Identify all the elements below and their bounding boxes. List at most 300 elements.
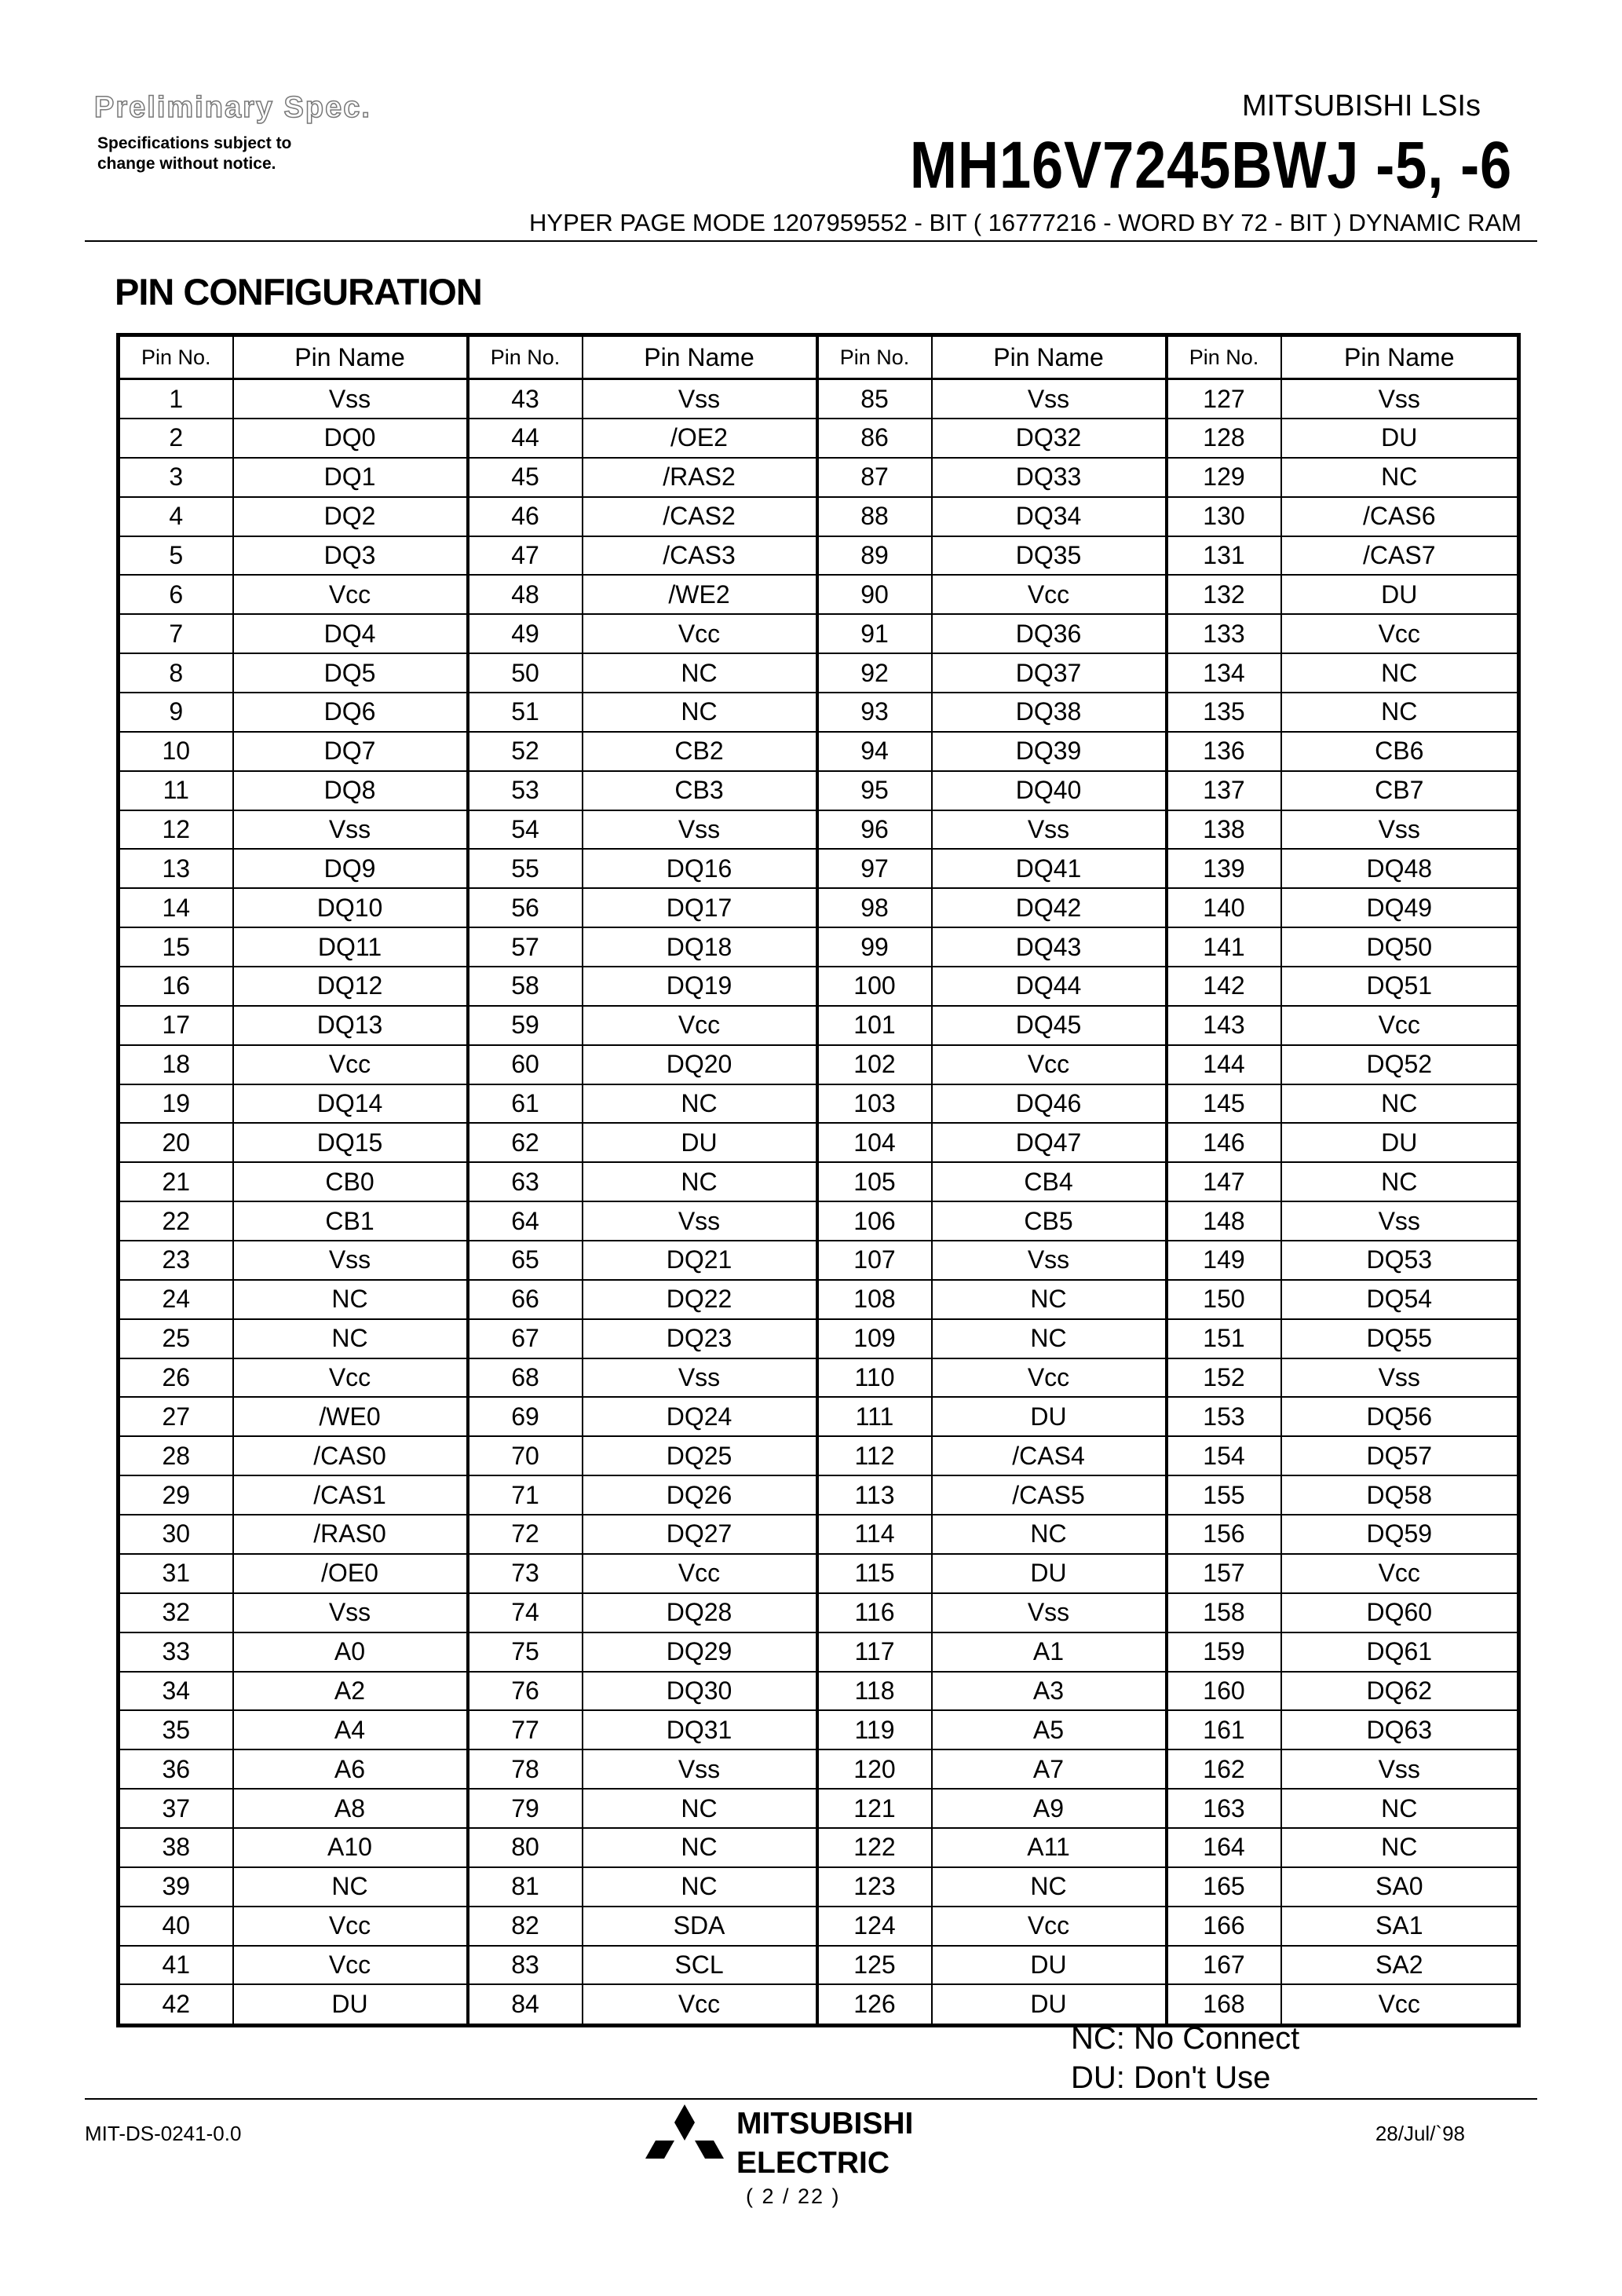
pin-name-cell: DQ18 [583,927,817,967]
pin-number-cell: 168 [1167,1984,1281,2025]
subject-note-line-2: change without notice. [97,155,276,173]
pin-number-cell: 155 [1167,1475,1281,1515]
pin-number-cell: 56 [468,888,583,927]
pin-name-cell: /CAS3 [583,536,817,576]
header-divider [85,240,1537,242]
pin-number-cell: 101 [817,1006,932,1045]
pin-number-cell: 82 [468,1907,583,1946]
column-header-pin-name: Pin Name [583,335,817,379]
pin-number-cell: 70 [468,1436,583,1475]
pin-number-cell: 146 [1167,1123,1281,1162]
pin-name-cell: NC [583,1867,817,1907]
pin-name-cell: DQ35 [932,536,1167,576]
pin-number-cell: 75 [468,1632,583,1672]
pin-name-cell: DQ40 [932,771,1167,810]
pin-number-cell: 91 [817,614,932,653]
brand-line-2: ELECTRIC [736,2146,890,2180]
pin-number-cell: 144 [1167,1045,1281,1084]
pin-number-cell: 152 [1167,1358,1281,1398]
table-row [119,419,1519,458]
pin-number-cell: 3 [119,458,233,497]
pin-number-cell: 132 [1167,575,1281,614]
pin-name-cell: DU [932,1554,1167,1593]
pin-number-cell: 140 [1167,888,1281,927]
pin-name-cell: DU [932,1984,1167,2025]
pin-name-cell: Vss [932,1241,1167,1280]
pin-name-cell: DQ57 [1281,1436,1519,1475]
pin-name-cell: DQ15 [233,1123,468,1162]
pin-number-cell: 85 [817,379,932,419]
pin-number-cell: 126 [817,1984,932,2025]
pin-name-cell: Vcc [1281,1006,1519,1045]
pin-name-cell: Vcc [932,1907,1167,1946]
pin-name-cell: DQ33 [932,458,1167,497]
pin-name-cell: SA1 [1281,1907,1519,1946]
pin-number-cell: 10 [119,732,233,771]
pin-number-cell: 95 [817,771,932,810]
pin-name-cell: Vss [583,1201,817,1241]
pin-number-cell: 112 [817,1436,932,1475]
pin-number-cell: 145 [1167,1084,1281,1124]
pin-name-cell: DQ9 [233,849,468,888]
subject-note-line-1: Specifications subject to [97,134,292,152]
table-row [119,614,1519,653]
pin-number-cell: 96 [817,810,932,850]
pin-number-cell: 13 [119,849,233,888]
pin-number-cell: 151 [1167,1319,1281,1358]
pin-number-cell: 33 [119,1632,233,1672]
table-row [119,1672,1519,1711]
pin-name-cell: Vss [583,1358,817,1398]
pin-name-cell: DQ48 [1281,849,1519,888]
pin-name-cell: NC [1281,458,1519,497]
pin-number-cell: 32 [119,1593,233,1632]
pin-name-cell: Vcc [233,575,468,614]
pin-name-cell: Vcc [1281,1554,1519,1593]
pin-name-cell: DU [1281,575,1519,614]
pin-number-cell: 2 [119,419,233,458]
pin-number-cell: 9 [119,693,233,732]
pin-number-cell: 67 [468,1319,583,1358]
pin-number-cell: 107 [817,1241,932,1280]
pin-number-cell: 15 [119,927,233,967]
page-number: ( 2 / 22 ) [746,2184,841,2208]
pin-name-cell: Vcc [1281,614,1519,653]
table-row [119,1397,1519,1436]
document-id: MIT-DS-0241-0.0 [85,2122,242,2145]
pin-number-cell: 119 [817,1710,932,1749]
pin-number-cell: 47 [468,536,583,576]
pin-name-cell: NC [932,1515,1167,1554]
pin-number-cell: 43 [468,379,583,419]
pin-name-cell: DQ59 [1281,1515,1519,1554]
pin-name-cell: NC [233,1867,468,1907]
pin-name-cell: Vss [233,379,468,419]
pin-name-cell: Vss [583,379,817,419]
pin-name-cell: /RAS2 [583,458,817,497]
pin-name-cell: A9 [932,1789,1167,1828]
pin-number-cell: 158 [1167,1593,1281,1632]
pin-name-cell: A10 [233,1828,468,1867]
pin-number-cell: 5 [119,536,233,576]
pin-name-cell: DQ34 [932,497,1167,536]
pin-number-cell: 80 [468,1828,583,1867]
pin-number-cell: 8 [119,653,233,693]
table-row [119,1241,1519,1280]
table-row [119,1710,1519,1749]
pin-number-cell: 28 [119,1436,233,1475]
pin-number-cell: 21 [119,1162,233,1201]
pin-number-cell: 39 [119,1867,233,1907]
pin-name-cell: Vcc [583,614,817,653]
brand-line-1: MITSUBISHI [736,2107,914,2141]
pin-name-cell: NC [583,1084,817,1124]
pin-number-cell: 14 [119,888,233,927]
pin-name-cell: A0 [233,1632,468,1672]
pin-number-cell: 149 [1167,1241,1281,1280]
pin-name-cell: Vss [932,379,1167,419]
pin-name-cell: CB6 [1281,732,1519,771]
pin-number-cell: 79 [468,1789,583,1828]
pin-name-cell: CB3 [583,771,817,810]
table-row [119,1358,1519,1398]
pin-number-cell: 103 [817,1084,932,1124]
table-row [119,1828,1519,1867]
pin-name-cell: A2 [233,1672,468,1711]
table-row [119,1123,1519,1162]
pin-name-cell: DQ6 [233,693,468,732]
pin-number-cell: 78 [468,1749,583,1789]
pin-number-cell: 18 [119,1045,233,1084]
pin-number-cell: 26 [119,1358,233,1398]
footer-divider [85,2098,1537,2100]
pin-number-cell: 61 [468,1084,583,1124]
table-row [119,1006,1519,1045]
pin-number-cell: 98 [817,888,932,927]
pin-name-cell: Vcc [932,575,1167,614]
pin-name-cell: DQ24 [583,1397,817,1436]
pin-name-cell: DQ49 [1281,888,1519,927]
pin-number-cell: 64 [468,1201,583,1241]
pin-name-cell: DQ16 [583,849,817,888]
table-row [119,1593,1519,1632]
pin-number-cell: 17 [119,1006,233,1045]
table-row [119,810,1519,850]
pin-name-cell: NC [1281,693,1519,732]
table-row [119,653,1519,693]
pin-number-cell: 45 [468,458,583,497]
pin-name-cell: CB1 [233,1201,468,1241]
table-row [119,1475,1519,1515]
pin-number-cell: 135 [1167,693,1281,732]
pin-name-cell: DQ30 [583,1672,817,1711]
pin-name-cell: /CAS2 [583,497,817,536]
table-row [119,1162,1519,1201]
pin-number-cell: 59 [468,1006,583,1045]
pin-name-cell: DQ13 [233,1006,468,1045]
pin-name-cell: /RAS0 [233,1515,468,1554]
pin-number-cell: 52 [468,732,583,771]
pin-number-cell: 42 [119,1984,233,2025]
table-row [119,1045,1519,1084]
table-row [119,1084,1519,1124]
table-row [119,1789,1519,1828]
pin-name-cell: DQ44 [932,967,1167,1006]
pin-name-cell: /CAS7 [1281,536,1519,576]
pin-name-cell: DQ25 [583,1436,817,1475]
pin-number-cell: 29 [119,1475,233,1515]
pin-name-cell: DQ19 [583,967,817,1006]
table-row [119,1201,1519,1241]
pin-name-cell: /CAS0 [233,1436,468,1475]
pin-name-cell: DQ11 [233,927,468,967]
preliminary-spec-label: Preliminary Spec. [94,91,371,124]
pin-name-cell: DQ46 [932,1084,1167,1124]
table-row [119,693,1519,732]
pin-name-cell: Vss [233,1593,468,1632]
pin-number-cell: 50 [468,653,583,693]
table-row [119,1867,1519,1907]
column-header-pin-name: Pin Name [1281,335,1519,379]
table-row [119,732,1519,771]
pin-name-cell: DQ58 [1281,1475,1519,1515]
pin-name-cell: Vcc [583,1554,817,1593]
pin-number-cell: 167 [1167,1946,1281,1985]
pin-name-cell: CB4 [932,1162,1167,1201]
pin-name-cell: DQ29 [583,1632,817,1672]
pin-name-cell: Vss [233,1241,468,1280]
pin-number-cell: 93 [817,693,932,732]
mitsubishi-logo-icon [645,2104,724,2177]
pin-number-cell: 20 [119,1123,233,1162]
pin-number-cell: 12 [119,810,233,850]
pin-number-cell: 53 [468,771,583,810]
pin-name-cell: A7 [932,1749,1167,1789]
pin-name-cell: DQ39 [932,732,1167,771]
pin-number-cell: 57 [468,927,583,967]
pin-name-cell: Vss [583,1749,817,1789]
subject-to-change-note [97,133,291,174]
pin-number-cell: 129 [1167,458,1281,497]
pin-number-cell: 25 [119,1319,233,1358]
pin-number-cell: 66 [468,1280,583,1319]
pin-name-cell: DQ53 [1281,1241,1519,1280]
pin-name-cell: Vss [932,810,1167,850]
pin-number-cell: 136 [1167,732,1281,771]
pin-name-cell: NC [583,653,817,693]
table-row [119,1749,1519,1789]
pin-number-cell: 131 [1167,536,1281,576]
pin-number-cell: 156 [1167,1515,1281,1554]
pin-number-cell: 142 [1167,967,1281,1006]
pin-name-cell: DQ38 [932,693,1167,732]
pin-number-cell: 99 [817,927,932,967]
pin-number-cell: 153 [1167,1397,1281,1436]
pin-number-cell: 113 [817,1475,932,1515]
pin-name-cell: DQ10 [233,888,468,927]
pin-name-cell: DU [583,1123,817,1162]
pin-number-cell: 109 [817,1319,932,1358]
pin-number-cell: 76 [468,1672,583,1711]
pin-number-cell: 102 [817,1045,932,1084]
pin-number-cell: 54 [468,810,583,850]
pin-name-cell: DQ61 [1281,1632,1519,1672]
legend-du: DU: Don't Use [1071,2060,1271,2095]
pin-number-cell: 121 [817,1789,932,1828]
pin-name-cell: Vss [932,1593,1167,1632]
table-row [119,575,1519,614]
pin-name-cell: NC [1281,1084,1519,1124]
pin-number-cell: 40 [119,1907,233,1946]
pin-name-cell: DQ50 [1281,927,1519,967]
pin-number-cell: 71 [468,1475,583,1515]
pin-number-cell: 97 [817,849,932,888]
pin-number-cell: 150 [1167,1280,1281,1319]
pin-number-cell: 128 [1167,419,1281,458]
pin-name-cell: DQ26 [583,1475,817,1515]
table-row [119,1632,1519,1672]
pin-name-cell: Vcc [233,1907,468,1946]
pin-number-cell: 36 [119,1749,233,1789]
device-description: HYPER PAGE MODE 1207959552 - BIT ( 16777216 - WORD BY 72 - BIT ) DYNAMIC RAM [529,209,1522,236]
pin-name-cell: DQ2 [233,497,468,536]
pin-name-cell: Vcc [932,1358,1167,1398]
pin-name-cell: DQ55 [1281,1319,1519,1358]
pin-name-cell: DQ12 [233,967,468,1006]
pin-name-cell: /CAS1 [233,1475,468,1515]
column-header-pin-name: Pin Name [233,335,468,379]
pin-number-cell: 30 [119,1515,233,1554]
pin-name-cell: CB2 [583,732,817,771]
pin-name-cell: DU [932,1946,1167,1985]
pin-number-cell: 7 [119,614,233,653]
pin-number-cell: 38 [119,1828,233,1867]
pin-name-cell: DQ4 [233,614,468,653]
pin-name-cell: DU [1281,1123,1519,1162]
manufacturer-label: MITSUBISHI LSIs [1241,90,1481,122]
pin-number-cell: 157 [1167,1554,1281,1593]
pin-name-cell: Vss [1281,379,1519,419]
pin-number-cell: 77 [468,1710,583,1749]
table-row [119,1319,1519,1358]
legend-nc: NC: No Connect [1071,2021,1300,2056]
pin-name-cell: A11 [932,1828,1167,1867]
pin-name-cell: DQ47 [932,1123,1167,1162]
section-title: PIN CONFIGURATION [115,271,482,313]
pin-number-cell: 137 [1167,771,1281,810]
pin-name-cell: DQ22 [583,1280,817,1319]
pin-name-cell: Vcc [1281,1984,1519,2025]
table-row [119,458,1519,497]
pin-name-cell: A5 [932,1710,1167,1749]
pin-name-cell: A8 [233,1789,468,1828]
pin-name-cell: DQ63 [1281,1710,1519,1749]
pin-name-cell: DQ20 [583,1045,817,1084]
pin-name-cell: NC [1281,1828,1519,1867]
pin-number-cell: 104 [817,1123,932,1162]
pin-number-cell: 162 [1167,1749,1281,1789]
pin-name-cell: DQ36 [932,614,1167,653]
pin-name-cell: DQ56 [1281,1397,1519,1436]
pin-name-cell: DQ32 [932,419,1167,458]
pin-name-cell: NC [583,1162,817,1201]
pin-number-cell: 51 [468,693,583,732]
pin-name-cell: Vcc [583,1984,817,2025]
pin-name-cell: /CAS4 [932,1436,1167,1475]
pin-number-cell: 4 [119,497,233,536]
pin-number-cell: 106 [817,1201,932,1241]
pin-number-cell: 65 [468,1241,583,1280]
pin-number-cell: 24 [119,1280,233,1319]
pin-name-cell: DQ8 [233,771,468,810]
pin-number-cell: 58 [468,967,583,1006]
pin-name-cell: Vss [233,810,468,850]
pin-number-cell: 165 [1167,1867,1281,1907]
pin-name-cell: SA2 [1281,1946,1519,1985]
pin-number-cell: 55 [468,849,583,888]
pin-number-cell: 88 [817,497,932,536]
pin-name-cell: Vss [1281,1358,1519,1398]
pin-name-cell: Vss [583,810,817,850]
pin-number-cell: 73 [468,1554,583,1593]
pin-number-cell: 89 [817,536,932,576]
pin-name-cell: /OE0 [233,1554,468,1593]
table-row [119,1554,1519,1593]
pin-number-cell: 72 [468,1515,583,1554]
pin-number-cell: 105 [817,1162,932,1201]
pin-name-cell: NC [1281,1789,1519,1828]
pin-number-cell: 116 [817,1593,932,1632]
column-header-pin-no: Pin No. [1167,335,1281,379]
column-header-pin-no: Pin No. [468,335,583,379]
pin-number-cell: 147 [1167,1162,1281,1201]
pin-name-cell: DQ3 [233,536,468,576]
pin-name-cell: DQ28 [583,1593,817,1632]
pin-number-cell: 46 [468,497,583,536]
pin-number-cell: 90 [817,575,932,614]
pin-name-cell: DQ42 [932,888,1167,927]
pin-name-cell: /WE0 [233,1397,468,1436]
pin-name-cell: Vss [1281,1201,1519,1241]
pin-name-cell: /WE2 [583,575,817,614]
pin-name-cell: DQ54 [1281,1280,1519,1319]
pin-name-cell: DQ23 [583,1319,817,1358]
pin-name-cell: DQ17 [583,888,817,927]
pin-name-cell: DQ7 [233,732,468,771]
pin-number-cell: 123 [817,1867,932,1907]
pin-number-cell: 115 [817,1554,932,1593]
pin-name-cell: DQ41 [932,849,1167,888]
table-row [119,497,1519,536]
pin-name-cell: DQ52 [1281,1045,1519,1084]
pin-number-cell: 122 [817,1828,932,1867]
pin-name-cell: DQ37 [932,653,1167,693]
pin-number-cell: 48 [468,575,583,614]
pin-number-cell: 159 [1167,1632,1281,1672]
pin-number-cell: 92 [817,653,932,693]
pin-number-cell: 44 [468,419,583,458]
pin-name-cell: A6 [233,1749,468,1789]
pin-name-cell: DU [932,1397,1167,1436]
pin-name-cell: NC [932,1280,1167,1319]
pin-name-cell: NC [233,1319,468,1358]
pin-name-cell: DQ21 [583,1241,817,1280]
pin-name-cell: NC [932,1867,1167,1907]
pin-name-cell: SDA [583,1907,817,1946]
pin-name-cell: DQ5 [233,653,468,693]
pin-number-cell: 143 [1167,1006,1281,1045]
pin-number-cell: 62 [468,1123,583,1162]
